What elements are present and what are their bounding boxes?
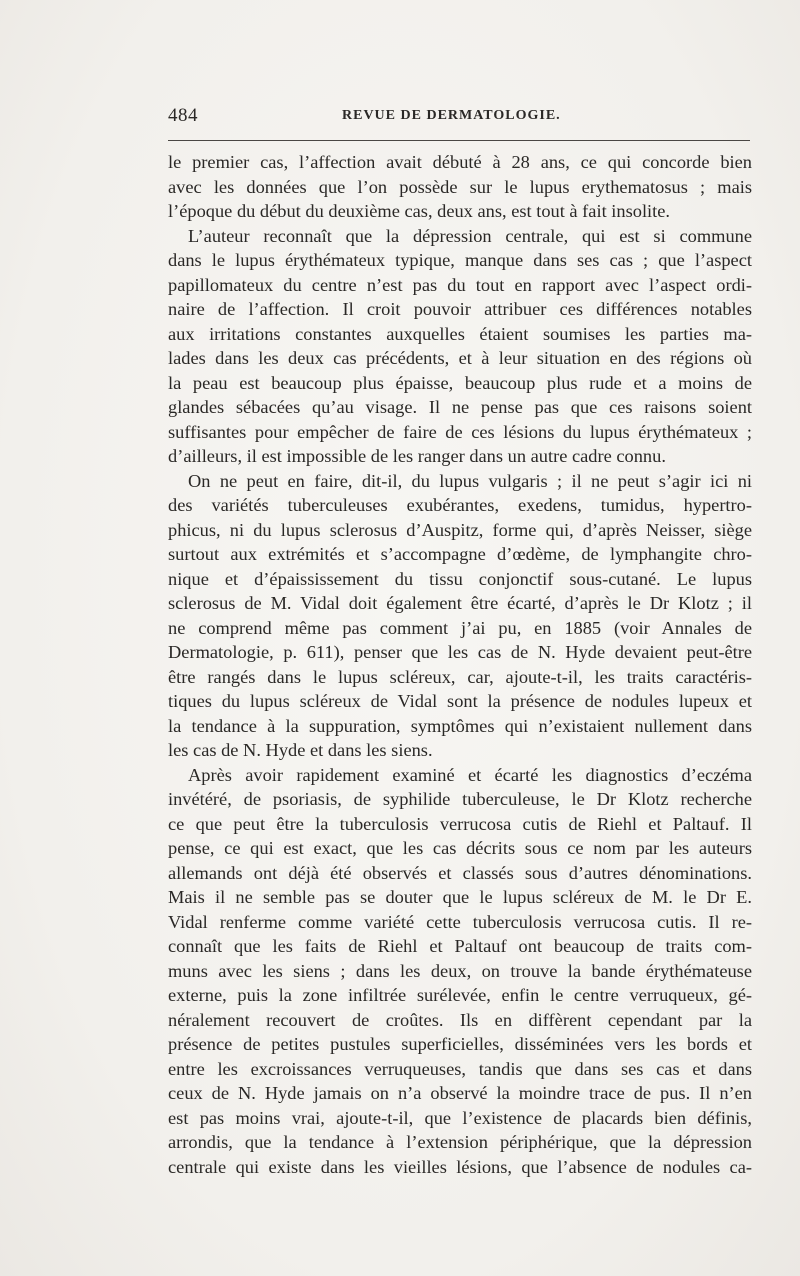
- text-line: papillomateux du centre n’est pas du tout en rapport avec l’aspect ordi-: [168, 274, 752, 295]
- text-line: On ne peut en faire, dit-il, du lupus vulgaris ; il ne peut s’agir ici ni: [188, 470, 752, 491]
- text-line: tiques du lupus scléreux de Vidal sont la présence de nodules lupeux et: [168, 691, 752, 711]
- text-line: suffisantes pour empêcher de faire de ces lésions du lupus érythémateux ;: [168, 421, 752, 442]
- text-line: surtout aux extrémités et s’accompagne d’œdème, de lymphangite chro-: [168, 544, 752, 564]
- text-line: naire de l’affection. Il croit pouvoir attribuer ces différences notables: [168, 299, 752, 319]
- text-line: nique et d’épaississement du tissu conjonctif sous-cutané. Le lupus: [168, 568, 752, 589]
- text-line: l’époque du début du deuxième cas, deux ans, est tout à fait insolite.: [168, 201, 671, 221]
- text-line: Après avoir rapidement examiné et écarté les diagnostics d’eczéma: [188, 764, 752, 785]
- text-line: ce que peut être la tuberculosis verrucosa cutis de Riehl et Paltauf. Il: [168, 813, 752, 834]
- text-line: être rangés dans le lupus scléreux, car, ajoute-t-il, les traits caractéris-: [168, 666, 752, 687]
- text-line: avec les données que l’on possède sur le lupus erythematosus ; mais: [168, 176, 752, 197]
- text-line: la tendance à la suppuration, symptômes qui n’existaient nullement dans: [168, 715, 752, 736]
- text-line: présence de petites pustules superficielles, disséminées vers les bords et: [168, 1034, 752, 1054]
- text-line: entre les excroissances verruqueuses, tandis que dans ses cas et dans: [168, 1058, 752, 1079]
- page-number: 484: [168, 105, 198, 126]
- text-line: le premier cas, l’affection avait débuté à 28 ans, ce qui concorde bien: [168, 152, 752, 172]
- page-header: [168, 105, 750, 133]
- header-rule: [168, 140, 750, 141]
- text-line: d’ailleurs, il est impossible de les ranger dans un autre cadre connu.: [168, 446, 666, 466]
- text-line: Vidal renferme comme variété cette tuberculosis verrucosa cutis. Il re-: [168, 911, 752, 932]
- text-line: Mais il ne semble pas se douter que le lupus scléreux de M. le Dr E.: [168, 887, 752, 907]
- text-line: muns avec les siens ; dans les deux, on trouve la bande érythémateuse: [168, 960, 752, 981]
- text-line: Dermatologie, p. 611), penser que les cas de N. Hyde devaient peut-être: [168, 642, 752, 662]
- text-line: lades dans les deux cas précédents, et à leur situation en des régions où: [168, 348, 752, 368]
- text-line: L’auteur reconnaît que la dépression centrale, qui est si commune: [188, 225, 752, 246]
- text-line: glandes sébacées qu’au visage. Il ne pense pas que ces raisons soient: [168, 397, 752, 417]
- text-line: allemands ont déjà été observés et classés sous d’autres dénominations.: [168, 862, 752, 883]
- text-line: centrale qui existe dans les vieilles lésions, que l’absence de nodules ca-: [168, 1156, 752, 1177]
- text-line: ne comprend même pas comment j’ai pu, en 1885 (voir Annales de: [168, 617, 752, 638]
- text-line: invétéré, de psoriasis, de syphilide tuberculeuse, le Dr Klotz recherche: [168, 789, 752, 809]
- text-line: néralement recouvert de croûtes. Ils en diffèrent cependant par la: [168, 1009, 752, 1030]
- text-line: la peau est beaucoup plus épaisse, beaucoup plus rude et a moins de: [168, 372, 752, 393]
- text-line: phicus, ni du lupus sclerosus d’Auspitz, forme qui, d’après Neisser, siège: [168, 519, 752, 540]
- running-title: REVUE DE DERMATOLOGIE.: [342, 108, 561, 123]
- body-text: [168, 150, 752, 1179]
- text-line: pense, ce qui est exact, que les cas décrits sous ce nom par les auteurs: [168, 838, 752, 858]
- text-line: dans le lupus érythémateux typique, manque dans ses cas ; que l’aspect: [168, 250, 752, 270]
- text-line: est pas moins vrai, ajoute-t-il, que l’existence de placards bien définis,: [168, 1107, 752, 1128]
- text-line: des variétés tuberculeuses exubérantes, exedens, tumidus, hypertro-: [168, 495, 752, 515]
- text-line: externe, puis la zone infiltrée surélevée, enfin le centre verruqueux, gé-: [168, 985, 752, 1005]
- text-line: les cas de N. Hyde et dans les siens.: [168, 740, 433, 760]
- text-line: arrondis, que la tendance à l’extension périphérique, que la dépression: [168, 1132, 752, 1152]
- text-line: aux irritations constantes auxquelles étaient soumises les parties ma-: [168, 323, 752, 344]
- text-line: ceux de N. Hyde jamais on n’a observé la moindre trace de pus. Il n’en: [168, 1083, 752, 1103]
- text-line: sclerosus de M. Vidal doit également être écarté, d’après le Dr Klotz ; il: [168, 593, 752, 613]
- text-line: connaît que les faits de Riehl et Paltauf ont beaucoup de traits com-: [168, 936, 752, 956]
